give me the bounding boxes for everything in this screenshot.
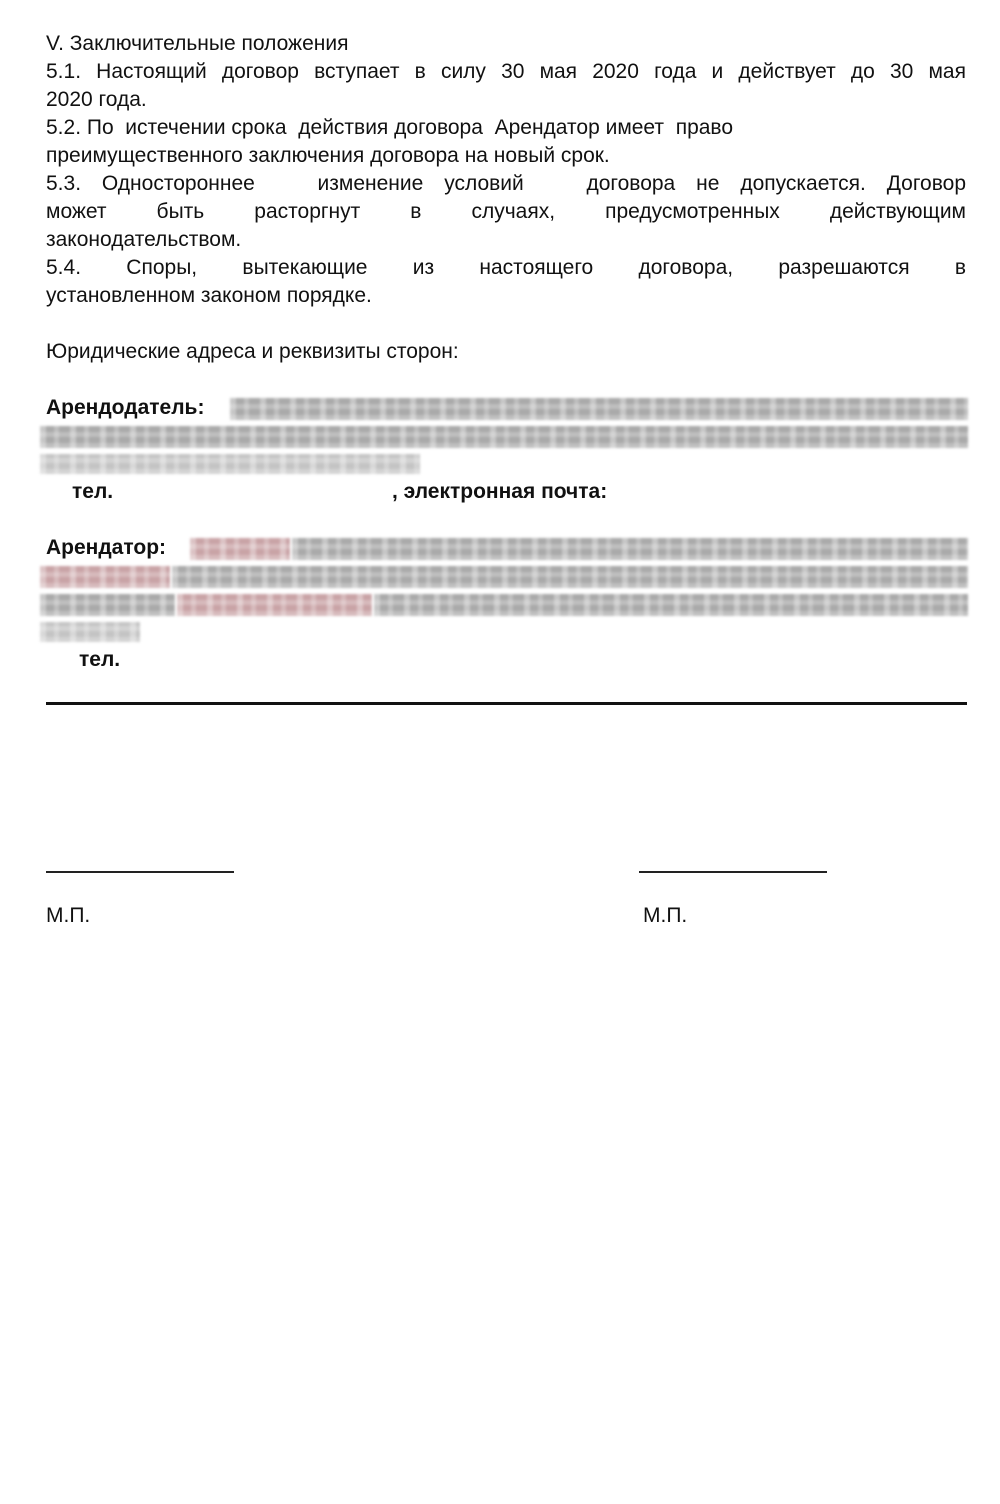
landlord-redacted-line-3	[40, 454, 420, 474]
tenant-redacted-line-1	[292, 538, 968, 560]
clause-5-4-line-1: 5.4. Споры, вытекающие из настоящего договора, разрешаются в	[46, 256, 966, 279]
landlord-redacted-line-1	[230, 398, 968, 420]
tenant-label: Арендатор:	[46, 536, 167, 559]
section-title: V. Заключительные положения	[46, 32, 349, 55]
tenant-redacted-line-3b	[374, 594, 968, 616]
tenant-redacted-highlight-2	[40, 566, 170, 588]
left-signature-line	[46, 871, 234, 873]
clause-5-1-line-1: 5.1. Настоящий договор вступает в силу 30 мая 2020 года и действует до 30 мая	[46, 60, 966, 83]
clause-5-2-line-1: 5.2. По истечении срока действия договора Арендатор имеет право	[46, 116, 734, 139]
tenant-redacted-highlight-3	[177, 594, 372, 616]
landlord-redacted-line-2	[40, 426, 968, 448]
clause-5-3-line-1: 5.3. Одностороннее изменение условий договора не допускается. Договор	[46, 172, 966, 195]
right-stamp-label: М.П.	[643, 904, 688, 927]
landlord-phone-label: тел.	[72, 480, 114, 503]
tenant-redacted-line-4	[40, 622, 140, 642]
clause-5-4-line-2: установленном законом порядке.	[46, 284, 372, 307]
clause-5-1-line-2: 2020 года.	[46, 88, 147, 111]
landlord-email-label: , электронная почта:	[392, 480, 608, 503]
requisites-heading: Юридические адреса и реквизиты сторон:	[46, 340, 459, 363]
right-signature-line	[639, 871, 827, 873]
landlord-label: Арендодатель:	[46, 396, 205, 419]
tenant-redacted-line-2	[172, 566, 968, 588]
section-divider	[46, 702, 967, 705]
tenant-redacted-line-3a	[40, 594, 175, 616]
left-stamp-label: М.П.	[46, 904, 91, 927]
tenant-phone-label: тел.	[79, 648, 121, 671]
clause-5-2-line-2: преимущественного заключения договора на новый срок.	[46, 144, 610, 167]
clause-5-3-line-3: законодательством.	[46, 228, 242, 251]
tenant-redacted-highlight-1	[190, 538, 290, 560]
clause-5-3-line-2: может быть расторгнут в случаях, предусмотренных действующим	[46, 200, 966, 223]
